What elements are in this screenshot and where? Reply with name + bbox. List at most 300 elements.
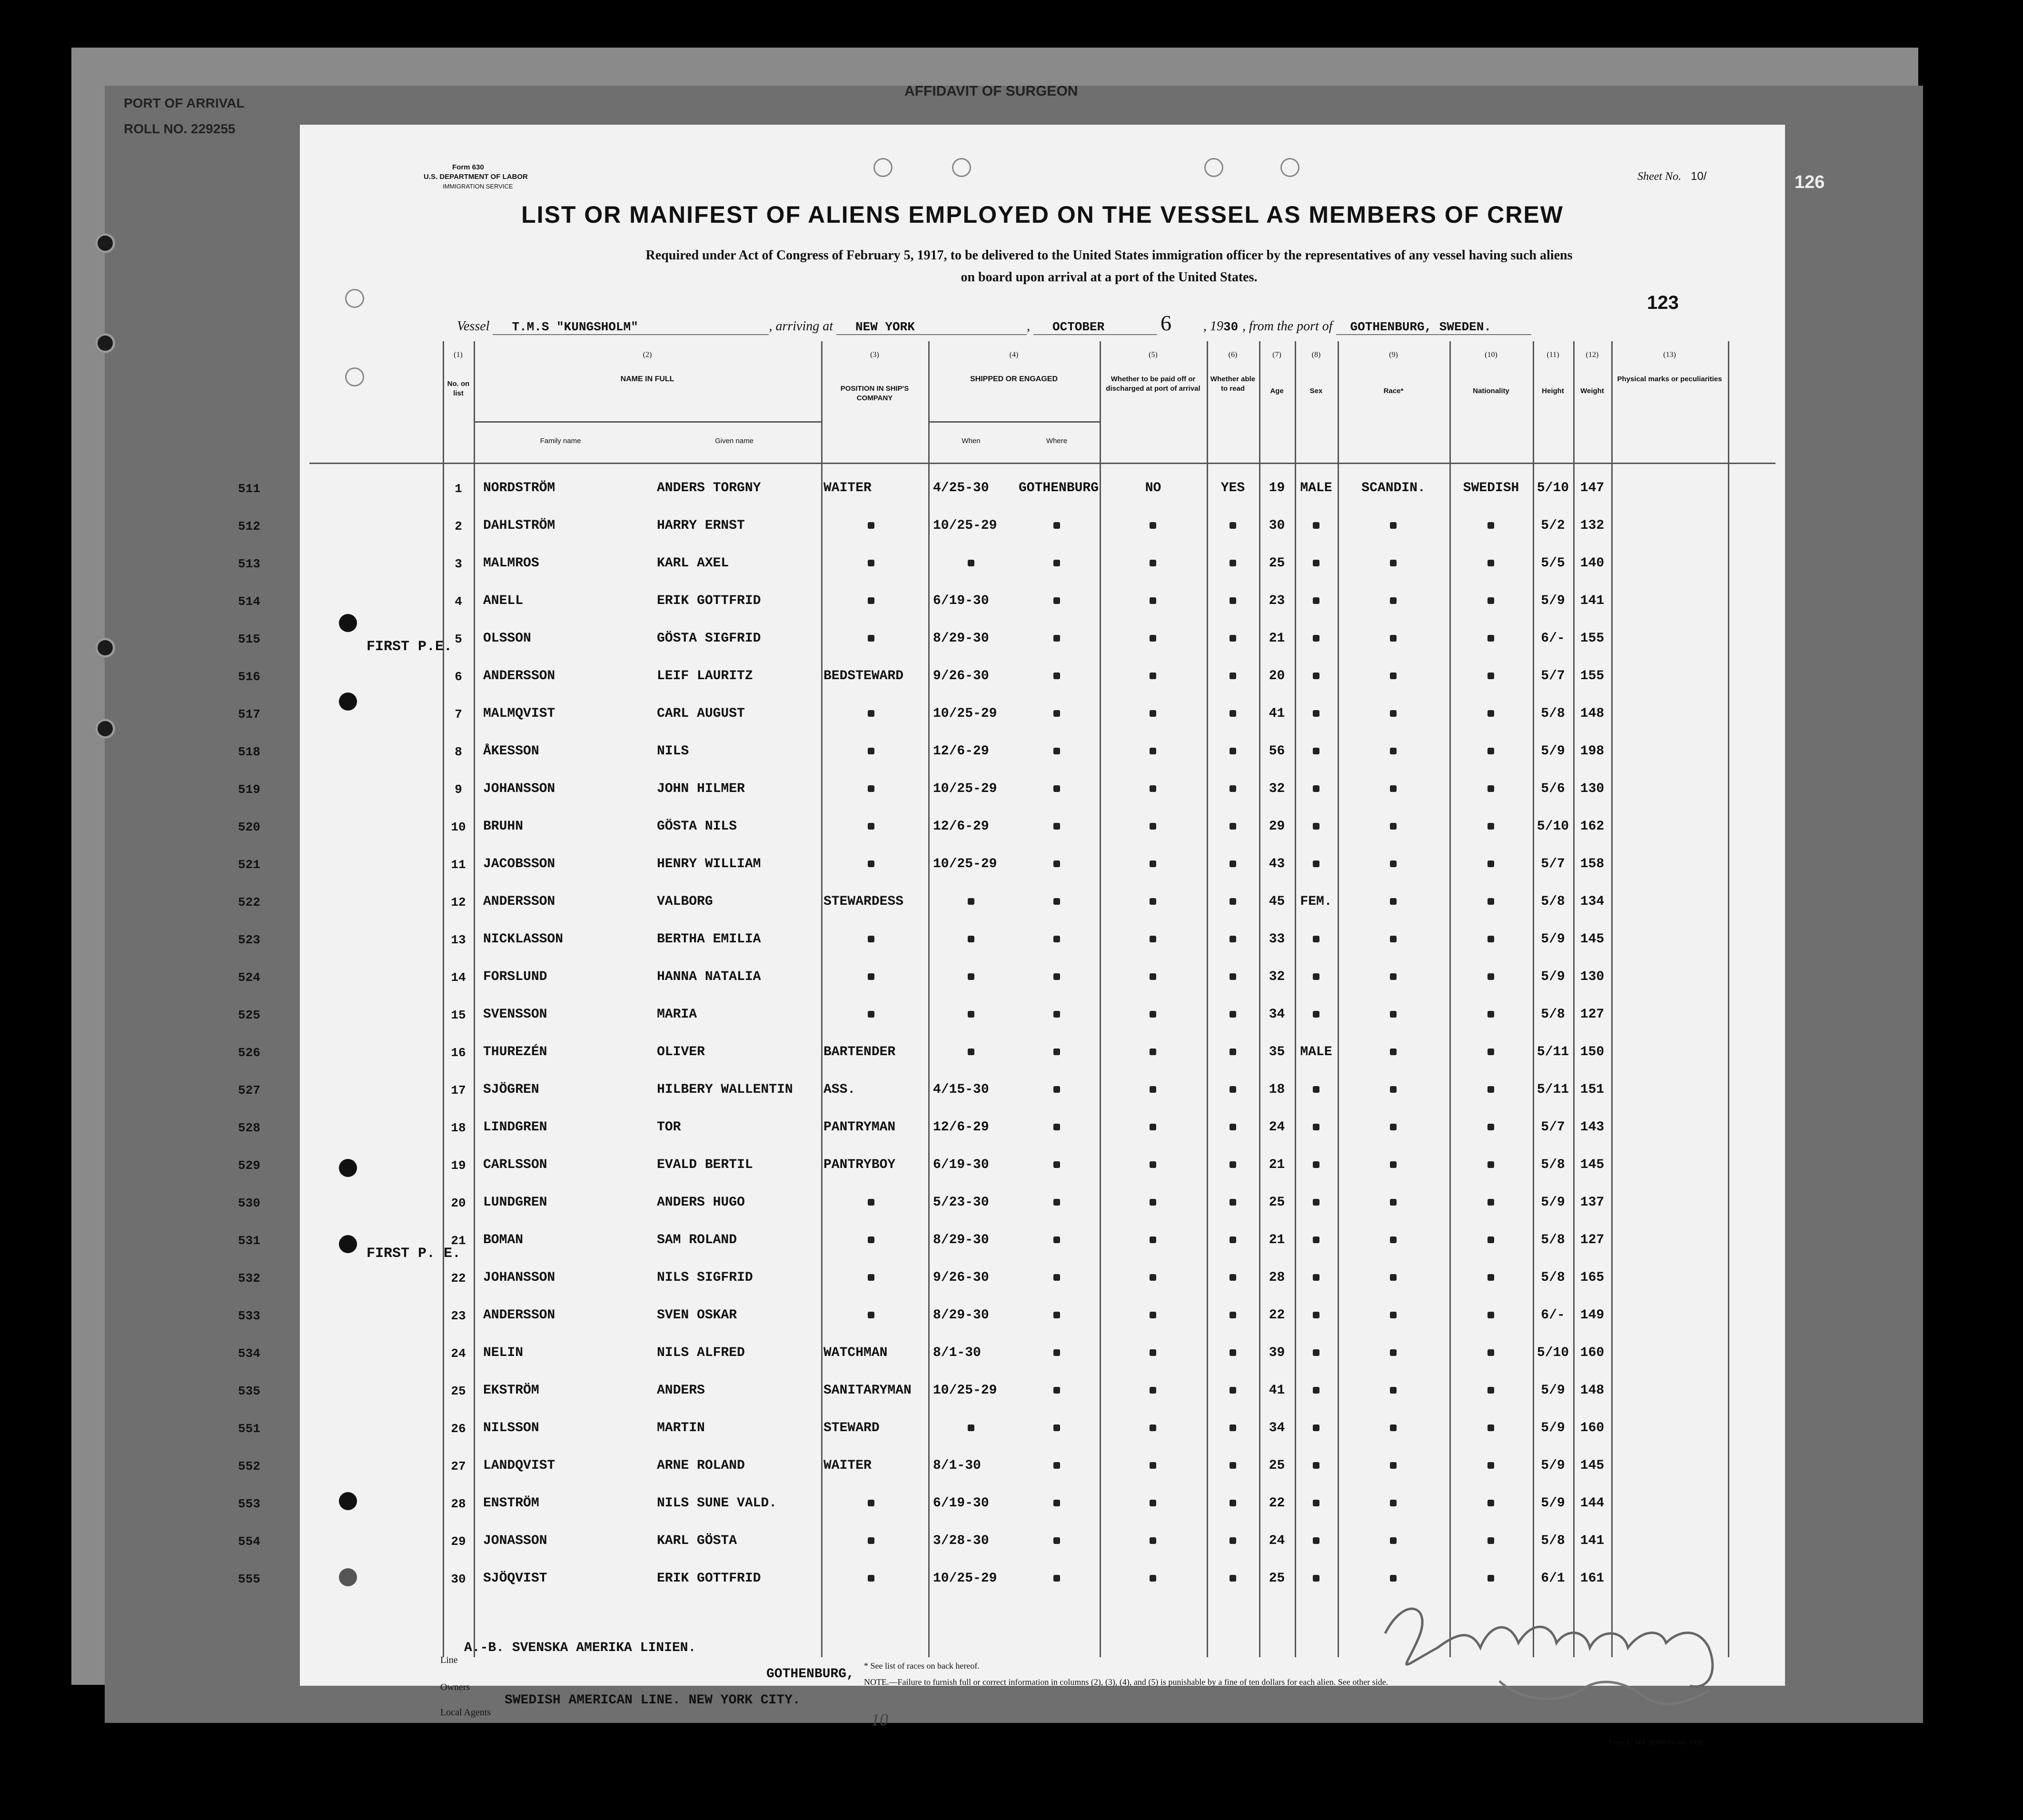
cell-given: NILS ALFRED — [657, 1345, 745, 1360]
cell-given: NILS SIGFRID — [657, 1270, 753, 1285]
cell-when: 10/25-29 — [933, 706, 997, 721]
cell-idx: 532 — [238, 1271, 260, 1286]
cell-where: GOTHENBURG — [1019, 481, 1099, 495]
cell-no: 11 — [451, 858, 466, 872]
cell-no: 3 — [455, 557, 462, 571]
cell-position: BEDSTEWARD — [823, 669, 904, 683]
cell-given: ERIK GOTTFRID — [657, 593, 761, 608]
cell-given: ERIK GOTTFRID — [657, 1571, 761, 1586]
cell-family: EKSTRÖM — [483, 1383, 539, 1398]
ditto-mark — [1053, 1575, 1060, 1582]
cell-given: LEIF LAURITZ — [657, 669, 753, 683]
header-divider — [474, 421, 821, 423]
cell-no: 12 — [451, 895, 466, 910]
ditto-mark — [1150, 1349, 1156, 1356]
cell-given: MARIA — [657, 1007, 697, 1022]
vessel-label: Vessel — [457, 319, 490, 334]
cell-age: 19 — [1269, 481, 1285, 495]
ditto-mark — [1230, 1424, 1236, 1431]
cell-position: BARTENDER — [823, 1045, 896, 1059]
cell-height: 5/9 — [1541, 969, 1565, 984]
ditto-mark — [1390, 635, 1397, 642]
cell-no: 14 — [451, 970, 466, 985]
cell-age: 21 — [1269, 1157, 1285, 1172]
cell-height: 5/8 — [1541, 1233, 1565, 1247]
ditto-mark — [1150, 1161, 1156, 1168]
ditto-mark — [1488, 710, 1494, 717]
cell-family: NICKLASSON — [483, 932, 564, 947]
cell-when: 6/19-30 — [933, 593, 989, 608]
cell-no: 15 — [451, 1008, 466, 1022]
ditto-mark — [1053, 1161, 1060, 1168]
footer-agents-label: Local Agents — [440, 1707, 491, 1718]
cell-given: NILS SUNE VALD. — [657, 1496, 777, 1511]
col-7-number: (7) — [1272, 351, 1281, 359]
ditto-mark — [1488, 1236, 1494, 1243]
ditto-mark — [1313, 1500, 1319, 1506]
binder-hole — [95, 333, 115, 353]
ditto-mark — [1053, 973, 1060, 980]
ditto-mark — [1150, 898, 1156, 905]
arrival-month: OCTOBER — [1033, 320, 1157, 335]
cell-weight: 161 — [1580, 1571, 1605, 1586]
ditto-mark — [1390, 861, 1397, 867]
table-row — [238, 547, 1775, 585]
form-header — [424, 163, 528, 191]
ditto-mark — [1150, 748, 1156, 754]
cell-family: OLSSON — [483, 631, 531, 646]
binder-hole — [95, 719, 115, 739]
cell-family: ANDERSSON — [483, 669, 555, 683]
cell-no: 5 — [455, 632, 462, 646]
punch-hole — [1204, 158, 1223, 177]
vessel-name: T.M.S "KUNGSHOLM" — [493, 320, 769, 335]
ditto-mark — [1313, 1011, 1319, 1018]
cell-idx: 525 — [238, 1008, 260, 1022]
col-13-number: (13) — [1663, 351, 1676, 359]
ditto-mark — [1053, 785, 1060, 792]
cell-position: STEWARDESS — [823, 894, 904, 909]
cell-height: 6/- — [1541, 631, 1565, 646]
ditto-mark — [1150, 522, 1156, 529]
cell-given: SVEN OSKAR — [657, 1308, 737, 1323]
cell-no: 16 — [451, 1046, 466, 1060]
cell-no: 19 — [451, 1158, 466, 1173]
manifest-table — [238, 341, 1775, 1657]
ditto-mark — [1488, 1500, 1494, 1506]
table-row — [238, 999, 1775, 1036]
cell-age: 25 — [1269, 1195, 1285, 1210]
col-9-number: (9) — [1389, 351, 1398, 359]
cell-family: MALMROS — [483, 556, 539, 571]
punch-dot — [339, 1568, 357, 1586]
cell-weight: 158 — [1580, 857, 1605, 871]
ditto-mark — [1053, 1500, 1060, 1506]
ditto-mark — [1390, 1462, 1397, 1469]
table-row — [238, 1412, 1775, 1450]
ditto-mark — [868, 1236, 874, 1243]
ditto-mark — [1390, 710, 1397, 717]
ditto-mark — [1053, 710, 1060, 717]
table-row — [238, 1111, 1775, 1149]
ditto-mark — [1230, 1312, 1236, 1318]
ditto-mark — [1230, 861, 1236, 867]
col-name-in-full: NAME IN FULL — [620, 375, 674, 383]
ditto-mark — [1230, 823, 1236, 830]
cell-family: LINDGREN — [483, 1120, 547, 1135]
page-title: LIST OR MANIFEST OF ALIENS EMPLOYED ON THE VESSEL AS MEMBERS OF CREW — [521, 201, 1564, 228]
cell-age: 21 — [1269, 631, 1285, 646]
cell-height: 5/8 — [1541, 1533, 1565, 1548]
footer-owners-label: Owners — [440, 1682, 470, 1692]
col-11-number: (11) — [1547, 351, 1559, 359]
ditto-mark — [1053, 1424, 1060, 1431]
cell-given: BERTHA EMILIA — [657, 932, 761, 947]
cell-no: 18 — [451, 1121, 466, 1135]
ditto-mark — [1390, 1387, 1397, 1394]
table-row — [238, 848, 1775, 886]
ditto-mark — [968, 936, 974, 942]
cell-position: ASS. — [823, 1082, 856, 1097]
cell-family: SJÖQVIST — [483, 1571, 547, 1586]
cell-weight: 198 — [1580, 744, 1605, 759]
sheet-number-value: 10/ — [1690, 170, 1707, 183]
cell-weight: 145 — [1580, 1458, 1605, 1473]
ditto-mark — [1313, 1274, 1319, 1281]
ditto-mark — [1313, 1312, 1319, 1318]
ditto-mark — [1230, 1349, 1236, 1356]
table-row — [238, 1487, 1775, 1525]
cell-no: 6 — [455, 670, 462, 684]
ditto-mark — [1150, 1124, 1156, 1130]
col-2-number: (2) — [643, 351, 652, 359]
ditto-mark — [1230, 1086, 1236, 1093]
col-3-number: (3) — [870, 351, 879, 359]
col-4-number: (4) — [1009, 351, 1019, 359]
cell-weight: 130 — [1580, 969, 1605, 984]
cell-idx: 521 — [238, 858, 260, 872]
ditto-mark — [1230, 597, 1236, 604]
punch-hole — [952, 158, 971, 177]
ditto-mark — [1053, 673, 1060, 679]
ditto-mark — [868, 1537, 874, 1544]
ditto-mark — [868, 710, 874, 717]
ditto-mark — [1313, 597, 1319, 604]
cell-no: 7 — [455, 707, 462, 722]
punch-hole — [873, 158, 892, 177]
cell-no: 25 — [451, 1384, 466, 1398]
ditto-mark — [1230, 785, 1236, 792]
cell-idx: 522 — [238, 895, 260, 910]
ditto-mark — [1488, 823, 1494, 830]
ditto-mark — [1488, 1424, 1494, 1431]
cell-race: SCANDIN. — [1361, 481, 1426, 495]
cell-weight: 143 — [1580, 1120, 1605, 1135]
cell-weight: 137 — [1580, 1195, 1605, 1210]
table-row — [238, 811, 1775, 848]
ditto-mark — [1390, 1500, 1397, 1506]
ditto-mark — [1230, 748, 1236, 754]
cell-idx: 512 — [238, 519, 260, 534]
ditto-mark — [868, 1199, 874, 1206]
ditto-mark — [1313, 635, 1319, 642]
table-row — [238, 1187, 1775, 1224]
inspector-signature — [1376, 1576, 1756, 1719]
ditto-mark — [1390, 1161, 1397, 1168]
cell-idx: 534 — [238, 1346, 260, 1361]
ditto-mark — [1150, 1424, 1156, 1431]
ditto-mark — [1230, 1575, 1236, 1582]
cell-height: 5/5 — [1541, 556, 1565, 571]
cell-family: DAHLSTRÖM — [483, 518, 555, 533]
ditto-mark — [968, 973, 974, 980]
cell-given: CARL AUGUST — [657, 706, 745, 721]
cell-no: 4 — [455, 594, 462, 609]
cell-family: ANELL — [483, 593, 524, 608]
cell-no: 20 — [451, 1196, 466, 1210]
ditto-mark — [1313, 823, 1319, 830]
cell-when: 12/6-29 — [933, 1120, 989, 1135]
ditto-mark — [1488, 635, 1494, 642]
ditto-mark — [1230, 1124, 1236, 1130]
table-row — [238, 623, 1775, 660]
cell-weight: 160 — [1580, 1421, 1605, 1435]
cell-age: 24 — [1269, 1120, 1285, 1135]
cell-height: 5/10 — [1537, 819, 1569, 834]
ditto-mark — [1313, 1575, 1319, 1582]
ditto-mark — [1150, 823, 1156, 830]
ditto-mark — [1150, 1274, 1156, 1281]
punch-dot — [339, 1159, 357, 1177]
col-no-on-list: No. on list — [447, 380, 470, 397]
ditto-mark — [1488, 1048, 1494, 1055]
first-pe-note: FIRST P. E. — [367, 1246, 461, 1262]
ditto-mark — [1488, 560, 1494, 566]
ditto-mark — [1313, 1199, 1319, 1206]
cell-height: 5/9 — [1541, 1383, 1565, 1398]
cell-given: ARNE ROLAND — [657, 1458, 745, 1473]
col-6-number: (6) — [1228, 351, 1238, 359]
cell-height: 5/9 — [1541, 744, 1565, 759]
cell-age: 39 — [1269, 1345, 1285, 1360]
cell-family: JOHANSSON — [483, 1270, 555, 1285]
arrival-day: 6 — [1160, 311, 1171, 335]
cell-idx: 530 — [238, 1196, 260, 1210]
col-1-number: (1) — [454, 351, 463, 359]
cell-weight: 160 — [1580, 1345, 1605, 1360]
cell-weight: 132 — [1580, 518, 1605, 533]
table-row — [238, 923, 1775, 961]
ditto-mark — [1390, 823, 1397, 830]
ditto-mark — [868, 785, 874, 792]
arrival-year: 30 — [1223, 320, 1239, 334]
col-sex: Sex — [1309, 387, 1323, 395]
corner-number: 126 — [1795, 172, 1825, 192]
cell-given: GÖSTA NILS — [657, 819, 737, 834]
ditto-mark — [1230, 1011, 1236, 1018]
cell-no: 8 — [455, 745, 462, 759]
table-row — [238, 1299, 1775, 1337]
ditto-mark — [1230, 1500, 1236, 1506]
ditto-mark — [1488, 936, 1494, 942]
table-row — [238, 1074, 1775, 1111]
cell-family: JACOBSSON — [483, 857, 555, 871]
cell-idx: 555 — [238, 1572, 260, 1586]
ditto-mark — [1488, 1312, 1494, 1318]
cell-when: 3/28-30 — [933, 1533, 989, 1548]
footer-owners-value: GOTHENBURG, — [766, 1667, 854, 1682]
ditto-mark — [1488, 1011, 1494, 1018]
ditto-mark — [968, 560, 974, 566]
cell-family: BOMAN — [483, 1233, 524, 1247]
cell-family: SVENSSON — [483, 1007, 547, 1022]
col-able-to-read: Whether able to read — [1210, 375, 1256, 393]
ditto-mark — [1313, 861, 1319, 867]
from-port: GOTHENBURG, SWEDEN. — [1336, 320, 1531, 335]
cell-nat: SWEDISH — [1463, 481, 1519, 495]
ditto-mark — [1053, 1236, 1060, 1243]
ditto-mark — [1313, 522, 1319, 529]
cell-age: 22 — [1269, 1496, 1285, 1511]
col-family-name: Family name — [540, 437, 581, 445]
ditto-mark — [1488, 861, 1494, 867]
cell-idx: 514 — [238, 594, 260, 609]
ditto-mark — [1313, 1161, 1319, 1168]
punch-hole — [1280, 158, 1299, 177]
handwritten-number: 10 — [871, 1710, 888, 1729]
cell-idx: 526 — [238, 1046, 260, 1060]
ditto-mark — [1053, 1387, 1060, 1394]
ditto-mark — [1230, 1387, 1236, 1394]
ditto-mark — [1053, 1124, 1060, 1130]
table-row — [238, 585, 1775, 623]
ditto-mark — [868, 522, 874, 529]
cell-age: 28 — [1269, 1270, 1285, 1285]
service-label: IMMIGRATION SERVICE — [443, 183, 513, 190]
table-row — [238, 1525, 1775, 1563]
ditto-mark — [1313, 560, 1319, 566]
cell-family: ANDERSSON — [483, 1308, 555, 1323]
penalty-note: NOTE.—Failure to furnish full or correct information in columns (2), (3), (4), and (5) is punishable by a fine of ten dollars for each alien. See other side. — [864, 1677, 1388, 1687]
ditto-mark — [1230, 710, 1236, 717]
cell-when: 12/6-29 — [933, 744, 989, 759]
ditto-mark — [1053, 823, 1060, 830]
ditto-mark — [1150, 560, 1156, 566]
cell-weight: 127 — [1580, 1007, 1605, 1022]
cell-when: 10/25-29 — [933, 1383, 997, 1398]
first-pe-note: FIRST P.E. — [367, 639, 453, 655]
cell-idx: 519 — [238, 782, 260, 797]
roll-number-label: ROLL NO. 229255 — [124, 121, 236, 136]
cell-weight: 155 — [1580, 631, 1605, 646]
cell-when: 6/19-30 — [933, 1496, 989, 1511]
cell-height: 5/9 — [1541, 1421, 1565, 1435]
cell-position: WATCHMAN — [823, 1345, 888, 1360]
ditto-mark — [1230, 673, 1236, 679]
cell-age: 23 — [1269, 593, 1285, 608]
ditto-mark — [1053, 1274, 1060, 1281]
ditto-mark — [1150, 673, 1156, 679]
sheet-number-label: Sheet No. — [1637, 170, 1681, 183]
ditto-mark — [1488, 1161, 1494, 1168]
cell-position: PANTRYBOY — [823, 1157, 896, 1172]
col-weight: Weight — [1580, 387, 1604, 395]
page-subtitle — [443, 245, 1775, 288]
table-row — [238, 660, 1775, 698]
binder-hole — [95, 233, 115, 253]
cell-when: 5/23-30 — [933, 1195, 989, 1210]
ditto-mark — [1230, 635, 1236, 642]
col-given-name: Given name — [715, 437, 754, 445]
ditto-mark — [1150, 861, 1156, 867]
cell-when: 10/25-29 — [933, 857, 997, 871]
cell-height: 5/8 — [1541, 1007, 1565, 1022]
cell-when: 4/25-30 — [933, 481, 989, 495]
cell-when: 9/26-30 — [933, 669, 989, 683]
cell-idx: 518 — [238, 745, 260, 759]
ditto-mark — [1390, 522, 1397, 529]
ditto-mark — [1053, 1048, 1060, 1055]
ditto-mark — [1390, 1086, 1397, 1093]
form-number: Form 630 — [452, 163, 484, 171]
cell-weight: 140 — [1580, 556, 1605, 571]
cell-given: SAM ROLAND — [657, 1233, 737, 1247]
ditto-mark — [1053, 898, 1060, 905]
cell-age: 35 — [1269, 1045, 1285, 1059]
ditto-mark — [1313, 1462, 1319, 1469]
cell-family: NELIN — [483, 1345, 524, 1360]
ditto-mark — [868, 1312, 874, 1318]
ditto-mark — [868, 973, 874, 980]
ditto-mark — [1053, 1349, 1060, 1356]
ditto-mark — [1053, 861, 1060, 867]
cell-family: LUNDGREN — [483, 1195, 547, 1210]
ditto-mark — [1390, 748, 1397, 754]
department-label: U.S. DEPARTMENT OF LABOR — [424, 173, 528, 181]
ditto-mark — [868, 1274, 874, 1281]
ditto-mark — [1230, 1236, 1236, 1243]
ditto-mark — [1230, 898, 1236, 905]
cell-family: NORDSTRÖM — [483, 481, 555, 495]
cell-height: 5/9 — [1541, 593, 1565, 608]
ditto-mark — [1488, 898, 1494, 905]
cell-when: 8/29-30 — [933, 1233, 989, 1247]
cell-given: NILS — [657, 744, 689, 759]
ditto-mark — [1488, 1537, 1494, 1544]
cell-when: 8/1-30 — [933, 1458, 981, 1473]
cell-idx: 527 — [238, 1083, 260, 1098]
ditto-mark — [868, 823, 874, 830]
cell-position: WAITER — [823, 1458, 872, 1473]
cell-height: 5/8 — [1541, 894, 1565, 909]
cell-family: CARLSSON — [483, 1157, 547, 1172]
cell-given: HILBERY WALLENTIN — [657, 1082, 793, 1097]
cell-height: 5/9 — [1541, 932, 1565, 947]
ditto-mark — [1230, 1537, 1236, 1544]
ditto-mark — [1053, 1462, 1060, 1469]
cell-when: 12/6-29 — [933, 819, 989, 834]
ditto-mark — [1230, 1274, 1236, 1281]
ditto-mark — [1488, 1387, 1494, 1394]
punch-dot — [339, 1492, 357, 1510]
cell-weight: 147 — [1580, 481, 1605, 495]
cell-read: YES — [1220, 481, 1245, 495]
ditto-mark — [1488, 673, 1494, 679]
ditto-mark — [1488, 1349, 1494, 1356]
ditto-mark — [1390, 673, 1397, 679]
col-physical-marks: Physical marks or peculiarities — [1617, 375, 1722, 383]
cell-no: 9 — [455, 782, 462, 797]
